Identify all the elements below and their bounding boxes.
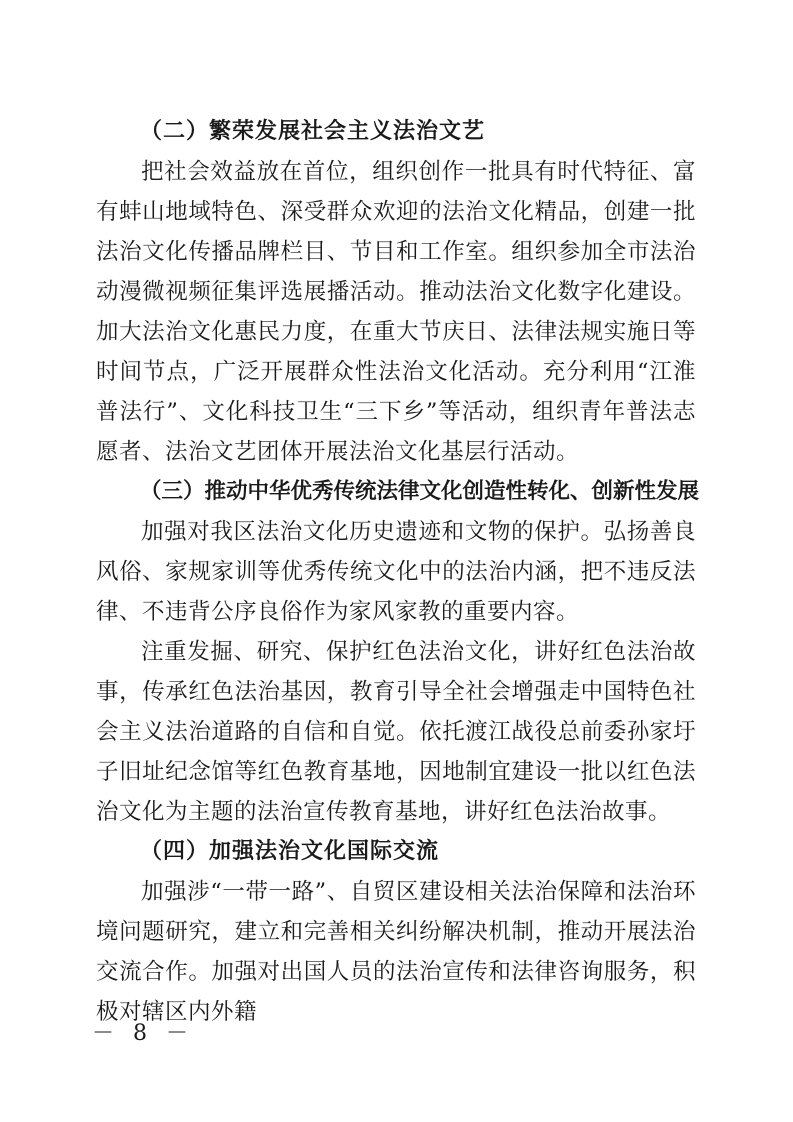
section-3-paragraph-1: 加强对我区法治文化历史遗迹和文物的保护。弘扬善良风俗、家规家训等优秀传统文化中的法治内涵，把不违反法律、不违背公序良俗作为家风家教的重要内容。 xyxy=(96,519,696,625)
section-4-paragraph-1: 加强涉“一带一路”、自贸区建设相关法治保障和法治环境问题研究，建立和完善相关纠纷解决机制，推动开展法治交流合作。加强对出国人员的法治宣传和法律咨询服务，积极对辖区内外籍 xyxy=(96,879,696,1025)
section-3-paragraph-2: 注重发掘、研究、保护红色法治文化，讲好红色法治故事，传承红色法治基因，教育引导全社会增强走中国特色社会主义法治道路的自信和自觉。依托渡江战役总前委孙家圩子旧址纪念馆等红色教育基地，因地制宜建设一批以红色法治文化为主题的法治宣传教育基地，讲好红色法治故事。 xyxy=(96,639,696,825)
section-heading-2: （二）繁荣发展社会主义法治文艺 xyxy=(140,119,486,144)
page-number: － 8 － xyxy=(92,1021,194,1046)
section-2-paragraph-1: 把社会效益放在首位，组织创作一批具有时代特征、富有蚌山地域特色、深受群众欢迎的法治文化精品，创建一批法治文化传播品牌栏目、节目和工作室。组织参加全市法治动漫微视频征集评选展播活动。推动法治文化数字化建设。加大法治文化惠民力度，在重大节庆日、法律法规实施日等时间节点，广泛开展群众性法治文化活动。充分利用“江淮普法行”、文化科技卫生“三下乡”等活动，组织青年普法志愿者、法治文艺团体开展法治文化基层行活动。 xyxy=(96,159,696,465)
document-body xyxy=(96,112,700,1032)
section-heading-4: （四）加强法治文化国际交流 xyxy=(140,839,440,864)
section-heading-3: （三）推动中华优秀传统法律文化创造性转化、创新性发展 xyxy=(140,479,700,504)
